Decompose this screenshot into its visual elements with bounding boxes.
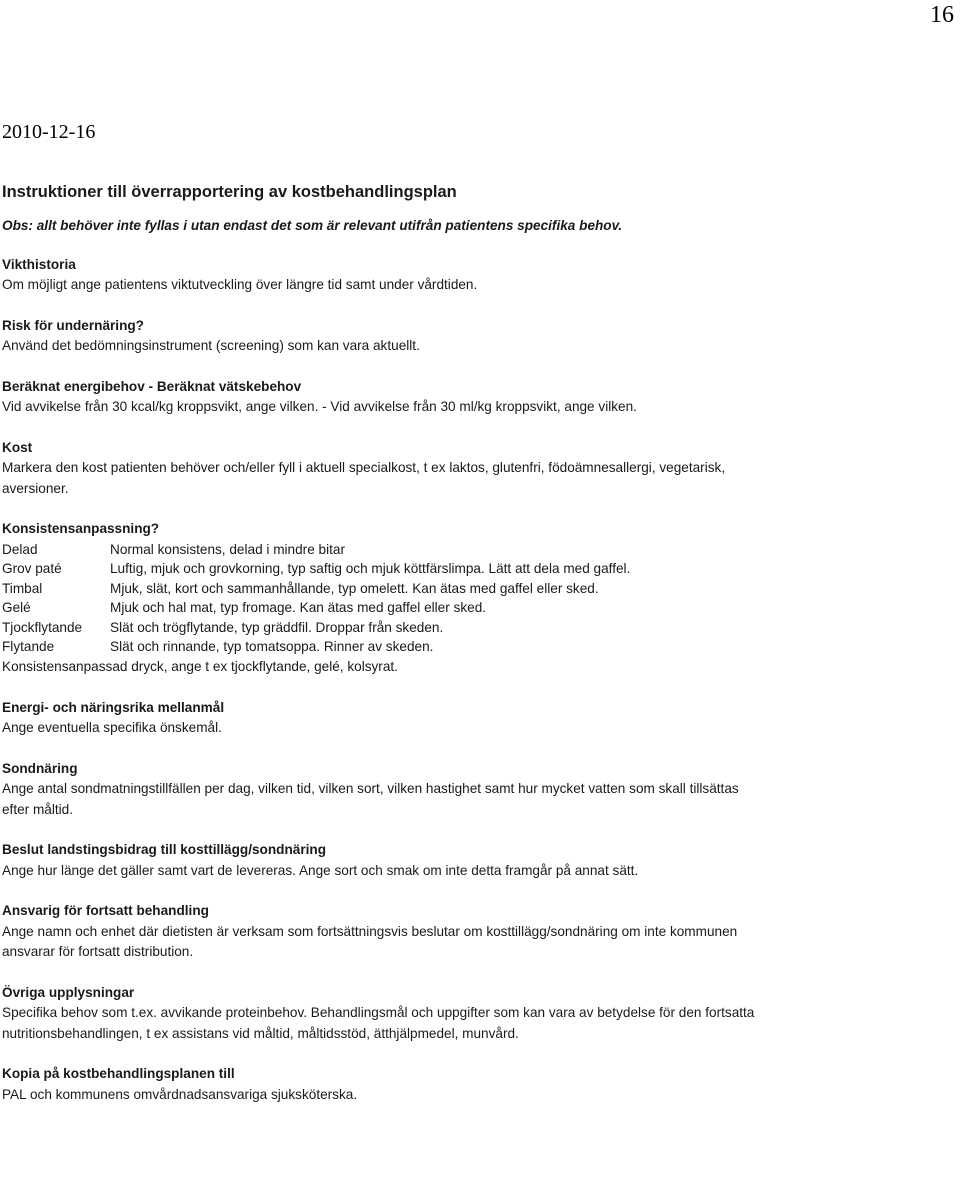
consistency-description: Slät och rinnande, typ tomatsoppa. Rinner av skeden.	[110, 639, 434, 655]
section-ovriga	[2, 983, 762, 1045]
section-heading: Vikthistoria	[2, 256, 76, 272]
consistency-term: Grov paté	[2, 561, 62, 577]
section-text: Vid avvikelse från 30 kcal/kg kroppsvikt, ange vilken. - Vid avvikelse från 30 ml/kg kroppsvikt, ange vilken.	[2, 399, 637, 414]
document-title: Instruktioner till överrapportering av kostbehandlingsplan	[2, 183, 457, 201]
section-text: Ange antal sondmatningstillfällen per dag, vilken tid, vilken sort, vilken hastighet samt hur mycket vatten som skall tillsättas efter måltid.	[2, 781, 739, 817]
section-heading: Kost	[2, 439, 33, 455]
document-date: 2010-12-16	[2, 121, 96, 143]
section-ansvarig	[2, 901, 762, 963]
consistency-term: Delad	[2, 541, 38, 557]
section-konsistens	[2, 519, 762, 678]
section-text: Ange namn och enhet där dietisten är verksam som fortsättningsvis beslutar om kosttillägg/sondnäring om inte kommunen ansvarar för fortsatt distribution.	[2, 923, 738, 960]
section-heading: Risk för undernäring?	[2, 317, 144, 333]
page-number: 16	[930, 2, 954, 28]
section-heading: Sondnäring	[2, 760, 78, 776]
section-heading: Ansvarig för fortsatt behandling	[2, 903, 209, 919]
section-text: Specifika behov som t.ex. avvikande proteinbehov. Behandlingsmål och uppgifter som kan vara av betydelse för den fortsatta nutritionsbehandlingen, t ex assistans vid måltid, måltidsstöd, ätthjälpmedel, munvård.	[2, 1005, 755, 1041]
section-beslut	[2, 840, 762, 881]
consistency-table	[2, 540, 630, 658]
consistency-term: Timbal	[2, 580, 43, 596]
section-text: Ange hur länge det gäller samt vart de levereras. Ange sort och smak om inte detta framgår på annat sätt.	[2, 862, 639, 878]
section-text: Ange eventuella specifika önskemål.	[2, 720, 222, 736]
section-text: Använd det bedömningsinstrument (screening) som kan vara aktuellt.	[2, 338, 420, 353]
section-heading: Energi- och näringsrika mellanmål	[2, 699, 225, 715]
section-mellanmal	[2, 698, 762, 739]
consistency-row	[2, 637, 630, 657]
section-energibehov	[2, 377, 762, 418]
consistency-description: Mjuk, slät, kort och sammanhållande, typ omelett. Kan ätas med gaffel eller sked.	[110, 580, 599, 596]
document-body	[2, 180, 762, 1125]
section-sondnaring	[2, 759, 762, 821]
consistency-drink-text: Konsistensanpassad dryck, ange t ex tjockflytande, gelé, kolsyrat.	[2, 659, 398, 675]
section-vikthistoria	[2, 255, 762, 296]
consistency-description: Mjuk och hal mat, typ fromage. Kan ätas med gaffel eller sked.	[110, 600, 487, 616]
consistency-term: Gelé	[2, 600, 31, 616]
section-text: PAL och kommunens omvårdnadsansvariga sjuksköterska.	[2, 1086, 358, 1102]
section-heading: Konsistensanpassning?	[2, 521, 160, 536]
section-heading: Beslut landstingsbidrag till kosttillägg/sondnäring	[2, 842, 327, 858]
section-text: Om möjligt ange patientens viktutveckling över längre tid samt under vårdtiden.	[2, 277, 478, 292]
consistency-description: Normal konsistens, delad i mindre bitar	[110, 541, 345, 557]
consistency-row	[2, 540, 630, 560]
section-text: Markera den kost patienten behöver och/eller fyll i aktuell specialkost, t ex laktos, glutenfri, födoämnesallergi, vegetarisk, aversioner.	[2, 460, 726, 496]
consistency-row	[2, 598, 630, 618]
section-heading: Beräknat energibehov - Beräknat vätskebehov	[2, 378, 302, 394]
section-risk	[2, 316, 762, 357]
consistency-description: Slät och trögflytande, typ gräddfil. Droppar från skeden.	[110, 619, 444, 635]
consistency-term: Tjockflytande	[2, 619, 83, 635]
section-heading: Övriga upplysningar	[2, 984, 135, 1000]
instruction-note: Obs: allt behöver inte fyllas i utan endast det som är relevant utifrån patientens specifika behov.	[2, 218, 623, 233]
section-kost	[2, 438, 762, 500]
consistency-row	[2, 579, 630, 599]
section-heading: Kopia på kostbehandlingsplanen till	[2, 1066, 235, 1082]
consistency-term: Flytande	[2, 639, 55, 655]
consistency-description: Luftig, mjuk och grovkorning, typ saftig och mjuk köttfärslimpa. Lätt att dela med gaffel.	[110, 561, 631, 577]
consistency-row	[2, 559, 630, 579]
consistency-row	[2, 618, 630, 638]
section-kopia	[2, 1064, 762, 1105]
